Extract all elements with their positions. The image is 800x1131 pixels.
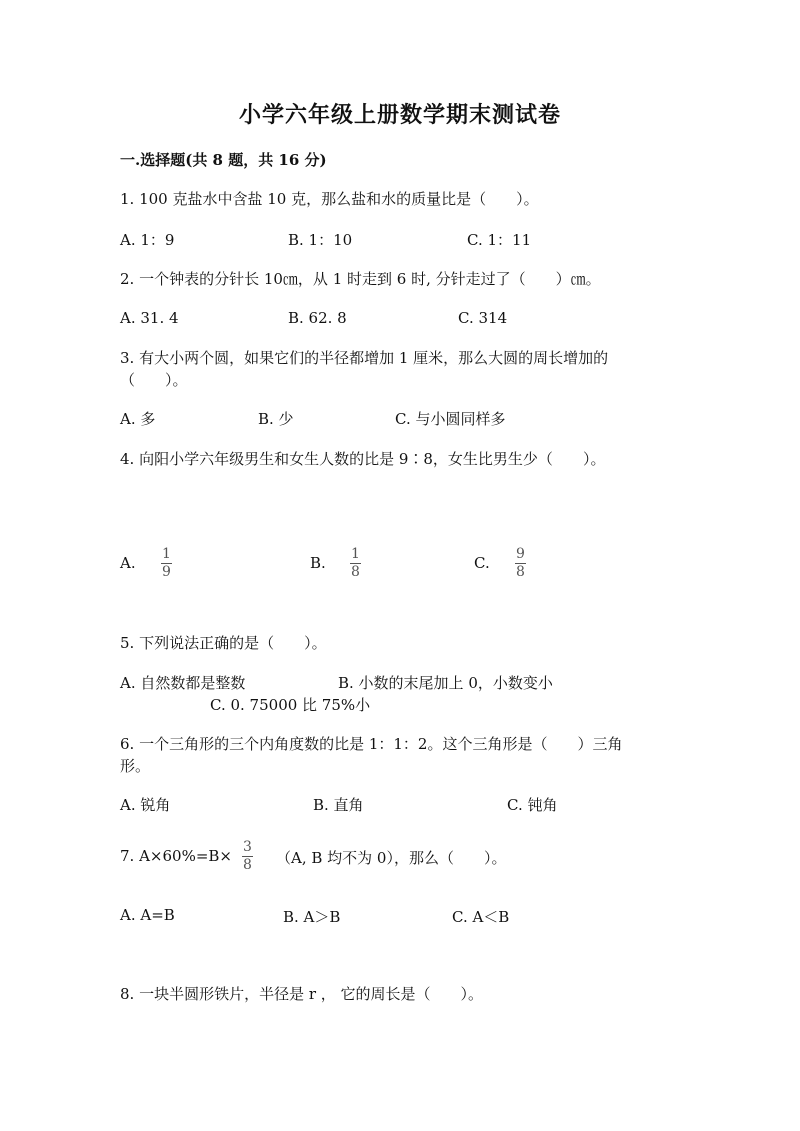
question-4-option-c-label: C. (474, 554, 490, 572)
question-2-option-b: B. 62. 8 (288, 309, 347, 327)
question-5-option-c: C. 0. 75000 比 75%小 (210, 696, 371, 714)
fraction-numerator: 1 (162, 546, 171, 562)
question-5-text: 5. 下列说法正确的是（ ）。 (120, 634, 327, 652)
question-4-option-c-fraction (515, 547, 526, 580)
question-1-text: 1. 100 克盐水中含盐 10 克，那么盐和水的质量比是（ ）。 (120, 190, 539, 208)
fraction-numerator: 1 (351, 546, 360, 562)
question-7-text-after: （A, B 均不为 0），那么（ ）。 (276, 849, 507, 867)
question-6-line-2: 形。 (120, 757, 151, 775)
question-4-text: 4. 向阳小学六年级男生和女生人数的比是 9∶8，女生比男生少（ ）。 (120, 450, 606, 468)
question-5-option-b: B. 小数的末尾加上 0，小数变小 (338, 674, 553, 692)
fraction-denominator: 8 (351, 564, 360, 580)
fraction-denominator: 8 (243, 857, 252, 873)
question-2-option-a: A. 31. 4 (120, 309, 179, 327)
question-7-text-before: 7. A×60%=B× (120, 847, 232, 865)
question-7-option-b: B. A＞B (283, 908, 341, 926)
question-4-option-b-fraction (350, 547, 361, 580)
page-title: 小学六年级上册数学期末测试卷 (238, 102, 561, 128)
question-6-line-1: 6. 一个三角形的三个内角度数的比是 1：1：2。这个三角形是（ ）三角 (120, 735, 623, 753)
question-1-option-c: C. 1：11 (467, 231, 532, 249)
question-7-option-c: C. A＜B (452, 908, 510, 926)
section-heading: 一.选择题(共 8 题，共 16 分) (120, 151, 327, 169)
question-2-text: 2. 一个钟表的分针长 10㎝，从 1 时走到 6 时, 分针走过了（ ）㎝。 (120, 270, 601, 288)
question-8-text: 8. 一块半圆形铁片，半径是 r ， 它的周长是（ ）。 (120, 985, 484, 1003)
question-7-fraction (242, 840, 253, 873)
question-3-option-b: B. 少 (258, 410, 294, 428)
question-3-line-1: 3. 有大小两个圆，如果它们的半径都增加 1 厘米，那么大圆的周长增加的 (120, 349, 609, 367)
question-1-option-a: A. 1：9 (120, 231, 175, 249)
question-6-option-c: C. 钝角 (507, 796, 558, 814)
question-7-option-a: A. A=B (120, 906, 175, 924)
question-2-option-c: C. 314 (458, 309, 508, 327)
fraction-numerator: 9 (516, 546, 525, 562)
question-3-option-a: A. 多 (120, 410, 156, 428)
question-4-option-a-fraction (161, 547, 172, 580)
question-6-option-b: B. 直角 (313, 796, 364, 814)
question-3-option-c: C. 与小圆同样多 (395, 410, 506, 428)
question-4-option-b-label: B. (310, 554, 326, 572)
question-6-option-a: A. 锐角 (120, 796, 171, 814)
fraction-numerator: 3 (243, 839, 252, 855)
question-5-option-a: A. 自然数都是整数 (120, 674, 246, 692)
fraction-denominator: 8 (516, 564, 525, 580)
question-4-option-a-label: A. (120, 554, 136, 572)
question-1-option-b: B. 1：10 (288, 231, 353, 249)
question-3-line-2: （ ）。 (120, 371, 188, 389)
fraction-denominator: 9 (162, 564, 171, 580)
